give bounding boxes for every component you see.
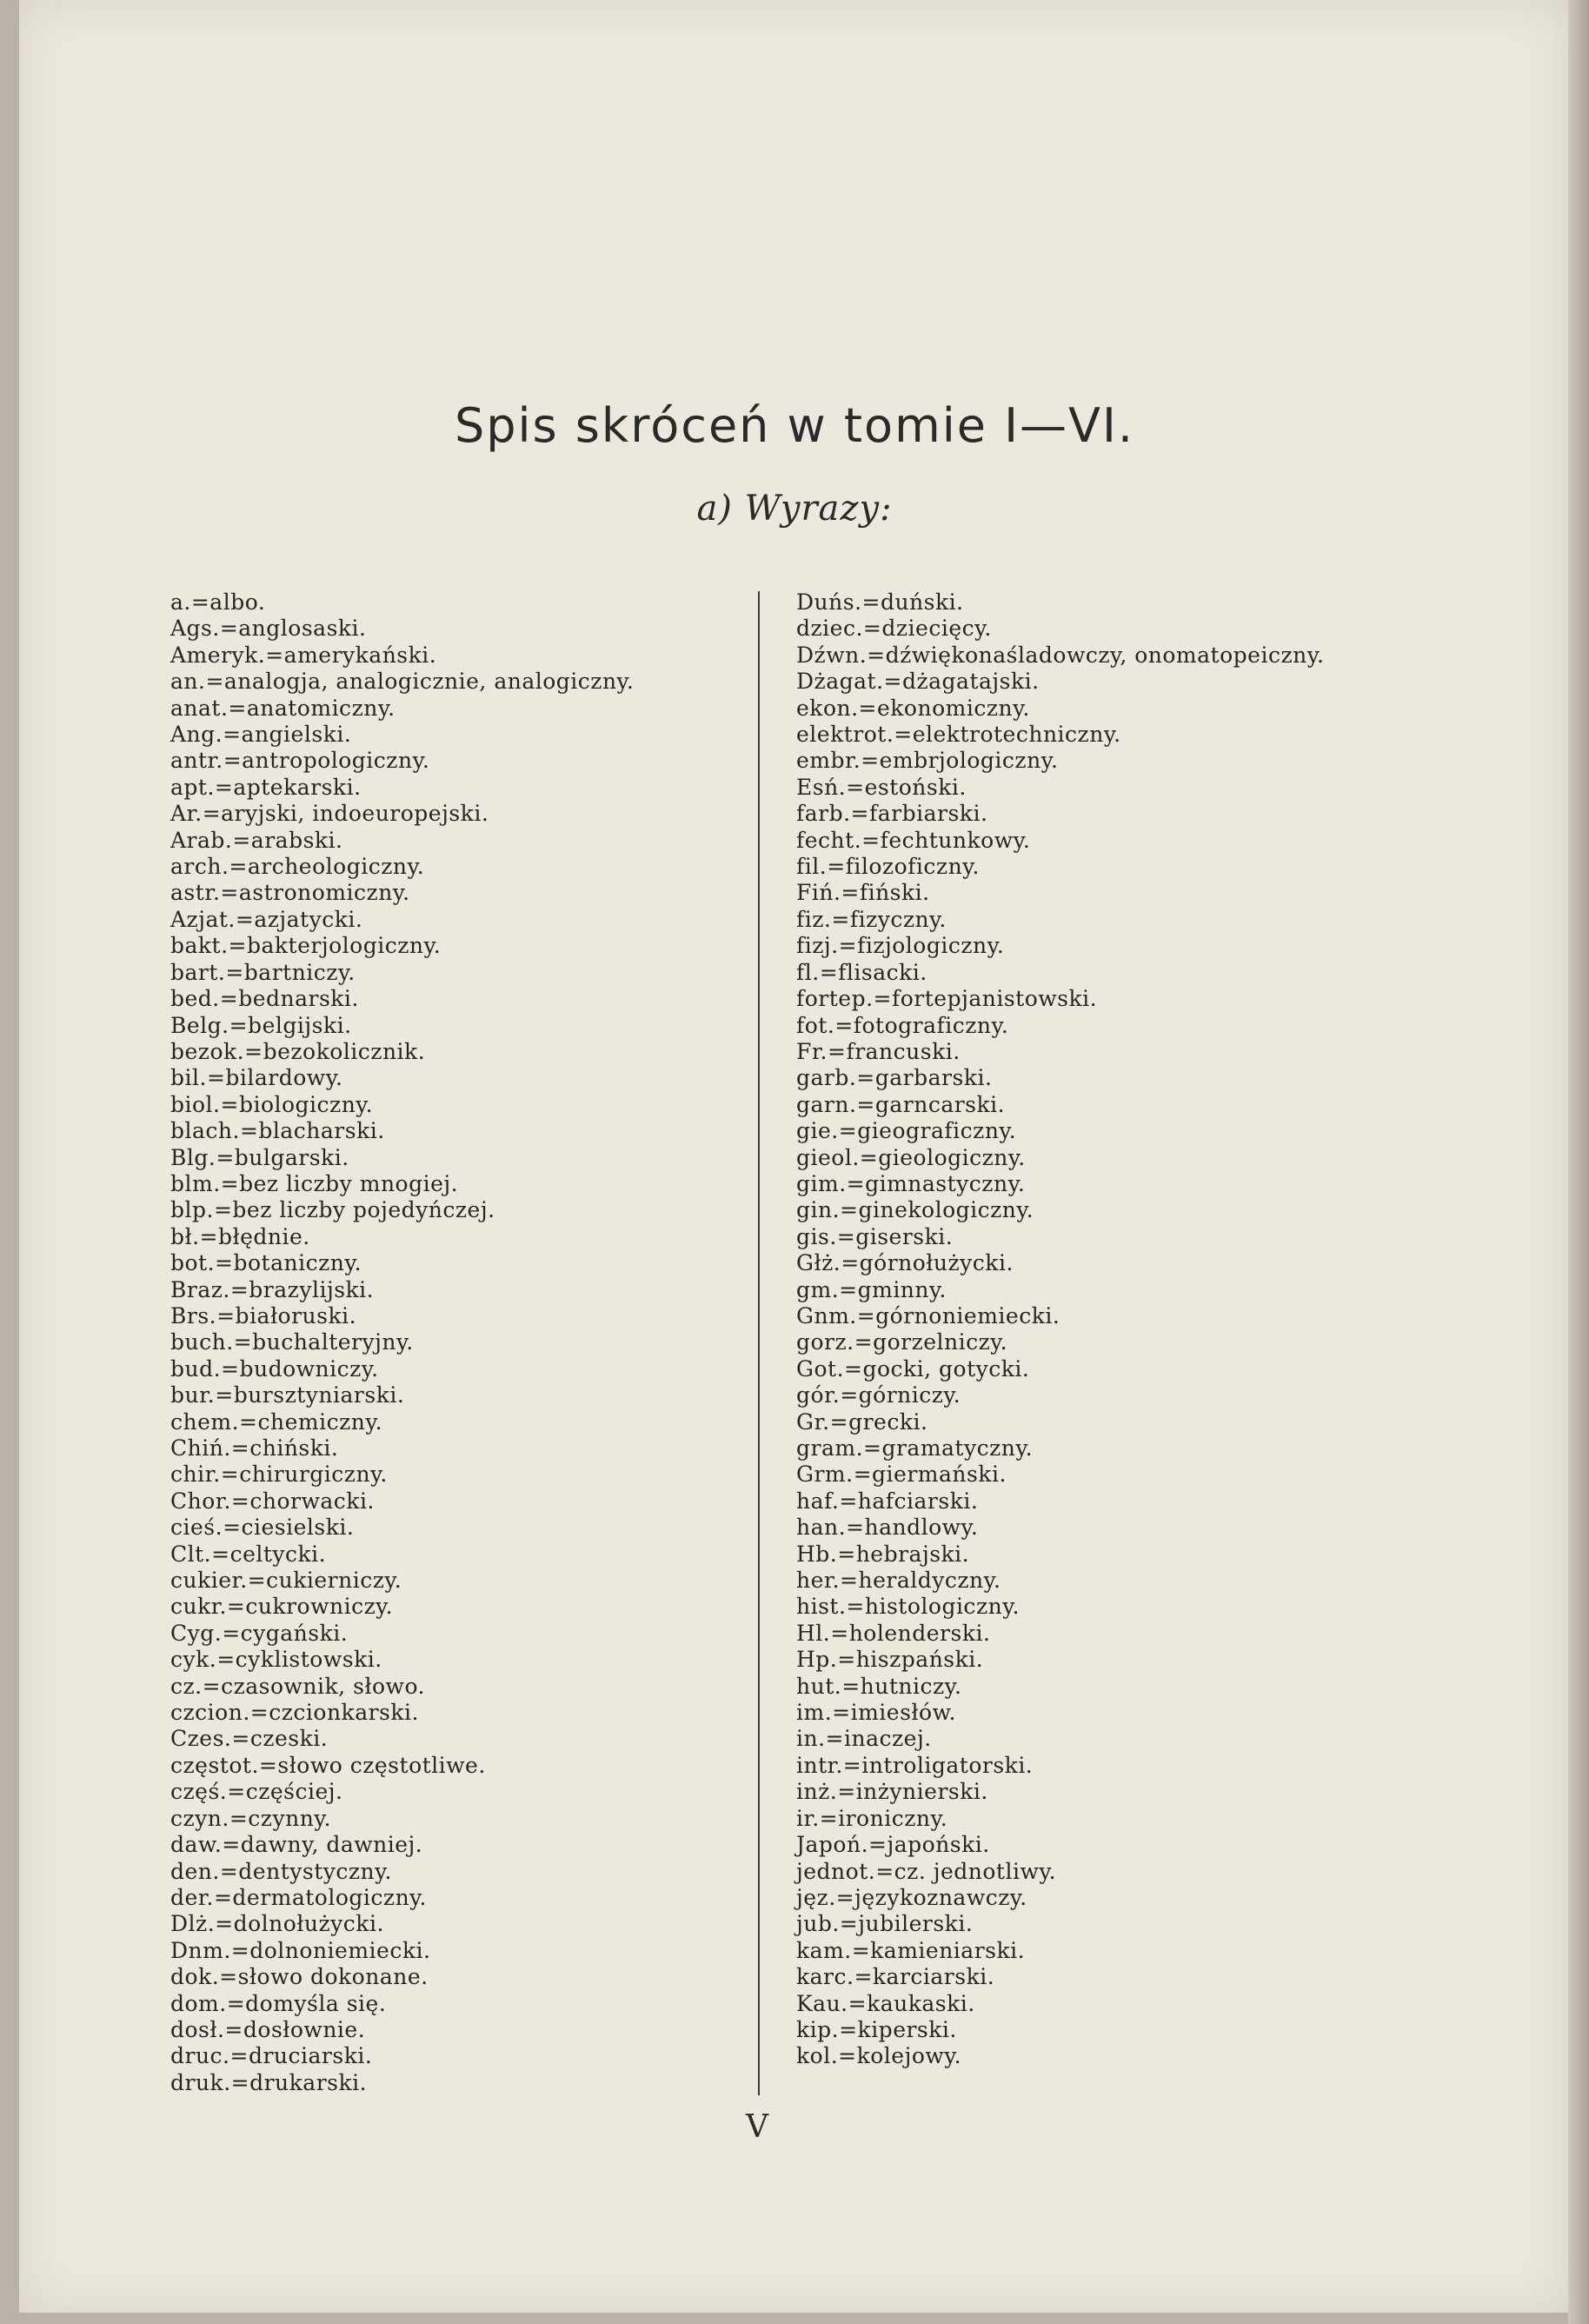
abbreviation-entry: anat.=anatomiczny.: [170, 695, 396, 721]
abbreviation-entry: Dżagat.=dżagatajski.: [796, 669, 1040, 695]
abbreviation-entry: Blg.=bulgarski.: [170, 1144, 349, 1170]
abbreviation-entry: hist.=histologiczny.: [796, 1594, 1020, 1620]
abbreviation-entry: karc.=karciarski.: [796, 1964, 995, 1990]
abbreviation-entry: gis.=giserski.: [796, 1223, 954, 1249]
left-column: [170, 589, 634, 2096]
abbreviation-entry: Dnm.=dolnoniemiecki.: [170, 1937, 431, 1963]
abbreviation-entry: druc.=druciarski.: [170, 2043, 373, 2069]
right-column: [796, 589, 1324, 2070]
abbreviation-entry: Japoń.=japoński.: [796, 1832, 990, 1858]
abbreviation-entry: bed.=bednarski.: [170, 986, 359, 1012]
abbreviation-entry: chem.=chemiczny.: [170, 1408, 383, 1435]
abbreviation-entry: Fr.=francuski.: [796, 1038, 961, 1064]
abbreviation-entry: Fiń.=fiński.: [796, 880, 930, 906]
abbreviation-entry: gie.=gieograficzny.: [796, 1118, 1017, 1144]
abbreviation-entry: bot.=botaniczny.: [170, 1250, 362, 1276]
abbreviation-entry: antr.=antropologiczny.: [170, 748, 430, 774]
abbreviation-entry: inż.=inżynierski.: [796, 1779, 988, 1805]
abbreviation-entry: gór.=górniczy.: [796, 1382, 961, 1408]
abbreviation-entry: garb.=garbarski.: [796, 1065, 993, 1091]
abbreviation-entry: Ar.=aryjski, indoeuropejski.: [170, 801, 489, 827]
abbreviation-entry: garn.=garncarski.: [796, 1091, 1006, 1117]
abbreviation-entry: dom.=domyśla się.: [170, 1990, 387, 2016]
abbreviation-entry: Clt.=celtycki.: [170, 1541, 327, 1567]
abbreviation-entry: fil.=filozoficzny.: [796, 854, 980, 880]
abbreviation-entry: Hp.=hiszpański.: [796, 1647, 984, 1673]
abbreviation-entry: gram.=gramatyczny.: [796, 1435, 1034, 1461]
abbreviation-entry: in.=inaczej.: [796, 1726, 932, 1752]
abbreviation-entry: Chiń.=chiński.: [170, 1435, 339, 1461]
abbreviation-entry: jub.=jubilerski.: [796, 1911, 974, 1937]
abbreviation-entry: embr.=embrjologiczny.: [796, 748, 1059, 774]
abbreviation-entry: Czes.=czeski.: [170, 1726, 329, 1752]
abbreviation-entry: chir.=chirurgiczny.: [170, 1462, 388, 1488]
abbreviation-entry: Ags.=anglosaski.: [170, 616, 367, 642]
abbreviation-entry: Arab.=arabski.: [170, 827, 343, 853]
column-divider: [758, 591, 760, 2095]
abbreviation-entry: bakt.=bakterjologiczny.: [170, 933, 442, 959]
abbreviation-entry: blp.=bez liczby pojedyńczej.: [170, 1197, 495, 1223]
abbreviation-entry: gm.=gminny.: [796, 1276, 947, 1302]
abbreviation-entry: fecht.=fechtunkowy.: [796, 827, 1031, 853]
abbreviation-entry: bur.=bursztyniarski.: [170, 1382, 405, 1408]
abbreviation-entry: Chor.=chorwacki.: [170, 1488, 375, 1514]
abbreviation-entry: buch.=buchalteryjny.: [170, 1329, 414, 1355]
abbreviation-entry: Brs.=białoruski.: [170, 1302, 357, 1328]
abbreviation-entry: dosł.=dosłownie.: [170, 2016, 366, 2042]
abbreviation-entry: kol.=kolejowy.: [796, 2043, 962, 2069]
abbreviation-entry: blach.=blacharski.: [170, 1118, 385, 1144]
abbreviation-entry: częstot.=słowo częstotliwe.: [170, 1752, 486, 1778]
page-number: V: [746, 2109, 768, 2145]
abbreviation-entry: cukr.=cukrowniczy.: [170, 1594, 394, 1620]
abbreviation-entry: Dźwn.=dźwiękonaśladowczy, onomatopeiczny.: [796, 642, 1325, 668]
abbreviation-entry: blm.=bez liczby mnogiej.: [170, 1170, 459, 1196]
abbreviation-entry: Braz.=brazylijski.: [170, 1276, 375, 1302]
abbreviation-entry: gin.=ginekologiczny.: [796, 1197, 1034, 1223]
abbreviation-entry: kam.=kamieniarski.: [796, 1937, 1026, 1963]
abbreviation-entry: der.=dermatologiczny.: [170, 1884, 427, 1910]
abbreviation-entry: dziec.=dziecięcy.: [796, 616, 992, 642]
abbreviation-entry: Grm.=giermański.: [796, 1462, 1007, 1488]
abbreviation-entry: biol.=biologiczny.: [170, 1091, 374, 1117]
abbreviation-entry: bł.=błędnie.: [170, 1223, 310, 1249]
abbreviation-entry: hut.=hutniczy.: [796, 1673, 962, 1699]
abbreviation-entry: kip.=kiperski.: [796, 2016, 957, 2042]
abbreviation-entry: Dlż.=dolnołużycki.: [170, 1911, 384, 1937]
abbreviation-entry: astr.=astronomiczny.: [170, 880, 410, 906]
abbreviation-entry: cukier.=cukierniczy.: [170, 1568, 402, 1594]
abbreviation-entry: fizj.=fizjologiczny.: [796, 933, 1005, 959]
abbreviation-entry: Belg.=belgijski.: [170, 1012, 352, 1038]
abbreviation-entry: cyk.=cyklistowski.: [170, 1647, 382, 1673]
abbreviation-entry: Gr.=grecki.: [796, 1408, 928, 1435]
abbreviation-entry: her.=heraldyczny.: [796, 1568, 1001, 1594]
abbreviation-entry: Ameryk.=amerykański.: [170, 642, 437, 668]
abbreviation-entry: an.=analogja, analogicznie, analogiczny.: [170, 669, 635, 695]
abbreviation-entry: haf.=hafciarski.: [796, 1488, 979, 1514]
abbreviation-entry: fot.=fotograficzny.: [796, 1012, 1009, 1038]
abbreviation-entry: im.=imiesłów.: [796, 1700, 956, 1726]
abbreviation-entry: cz.=czasownik, słowo.: [170, 1673, 426, 1699]
abbreviation-entry: fortep.=fortepjanistowski.: [796, 986, 1098, 1012]
abbreviation-entry: jednot.=cz. jednotliwy.: [796, 1858, 1057, 1884]
abbreviation-entry: bart.=bartniczy.: [170, 959, 356, 985]
abbreviation-entry: Cyg.=cygański.: [170, 1620, 349, 1646]
abbreviation-entry: Hl.=holenderski.: [796, 1620, 991, 1646]
abbreviation-entry: ekon.=ekonomiczny.: [796, 695, 1030, 721]
abbreviation-entry: farb.=farbiarski.: [796, 801, 988, 827]
abbreviation-entry: a.=albo.: [170, 589, 266, 615]
abbreviation-entry: apt.=aptekarski.: [170, 774, 362, 800]
abbreviation-entry: bezok.=bezokolicznik.: [170, 1038, 426, 1064]
abbreviation-entry: han.=handlowy.: [796, 1515, 979, 1541]
abbreviation-entry: Głż.=górnołużycki.: [796, 1250, 1014, 1276]
abbreviation-entry: częś.=częściej.: [170, 1779, 343, 1805]
abbreviation-entry: ir.=ironiczny.: [796, 1805, 948, 1831]
abbreviation-entry: druk.=drukarski.: [170, 2069, 368, 2095]
abbreviation-entry: jęz.=językoznawczy.: [796, 1884, 1027, 1910]
abbreviation-entry: Duńs.=duński.: [796, 589, 964, 615]
abbreviation-entry: cieś.=ciesielski.: [170, 1515, 355, 1541]
abbreviation-entry: Azjat.=azjatycki.: [170, 906, 363, 932]
abbreviation-entry: arch.=archeologiczny.: [170, 854, 425, 880]
abbreviation-entry: gim.=gimnastyczny.: [796, 1170, 1026, 1196]
abbreviation-entry: bud.=budowniczy.: [170, 1355, 379, 1382]
abbreviation-entry: Got.=gocki, gotycki.: [796, 1355, 1030, 1382]
abbreviation-entry: Gnm.=górnoniemiecki.: [796, 1302, 1060, 1328]
abbreviation-entry: fl.=flisacki.: [796, 959, 927, 985]
page-title: Spis skróceń w tomie I—VI.: [454, 398, 1135, 453]
section-subtitle: a) Wyrazy:: [696, 489, 893, 529]
abbreviation-entry: elektrot.=elektrotechniczny.: [796, 722, 1121, 748]
page-edge: [1568, 0, 1589, 2324]
abbreviation-entry: den.=dentystyczny.: [170, 1858, 392, 1884]
abbreviation-entry: gorz.=gorzelniczy.: [796, 1329, 1008, 1355]
abbreviation-entry: czyn.=czynny.: [170, 1805, 332, 1831]
abbreviation-entry: fiz.=fizyczny.: [796, 906, 947, 932]
abbreviation-entry: intr.=introligatorski.: [796, 1752, 1034, 1778]
abbreviation-entry: czcion.=czcionkarski.: [170, 1700, 419, 1726]
abbreviation-entry: gieol.=gieologiczny.: [796, 1144, 1026, 1170]
abbreviation-entry: bil.=bilardowy.: [170, 1065, 343, 1091]
abbreviation-entry: Esń.=estoński.: [796, 774, 967, 800]
abbreviation-entry: Hb.=hebrajski.: [796, 1541, 970, 1567]
abbreviation-entry: daw.=dawny, dawniej.: [170, 1832, 423, 1858]
abbreviation-entry: Ang.=angielski.: [170, 722, 352, 748]
abbreviation-entry: dok.=słowo dokonane.: [170, 1964, 429, 1990]
abbreviation-entry: Kau.=kaukaski.: [796, 1990, 975, 2016]
